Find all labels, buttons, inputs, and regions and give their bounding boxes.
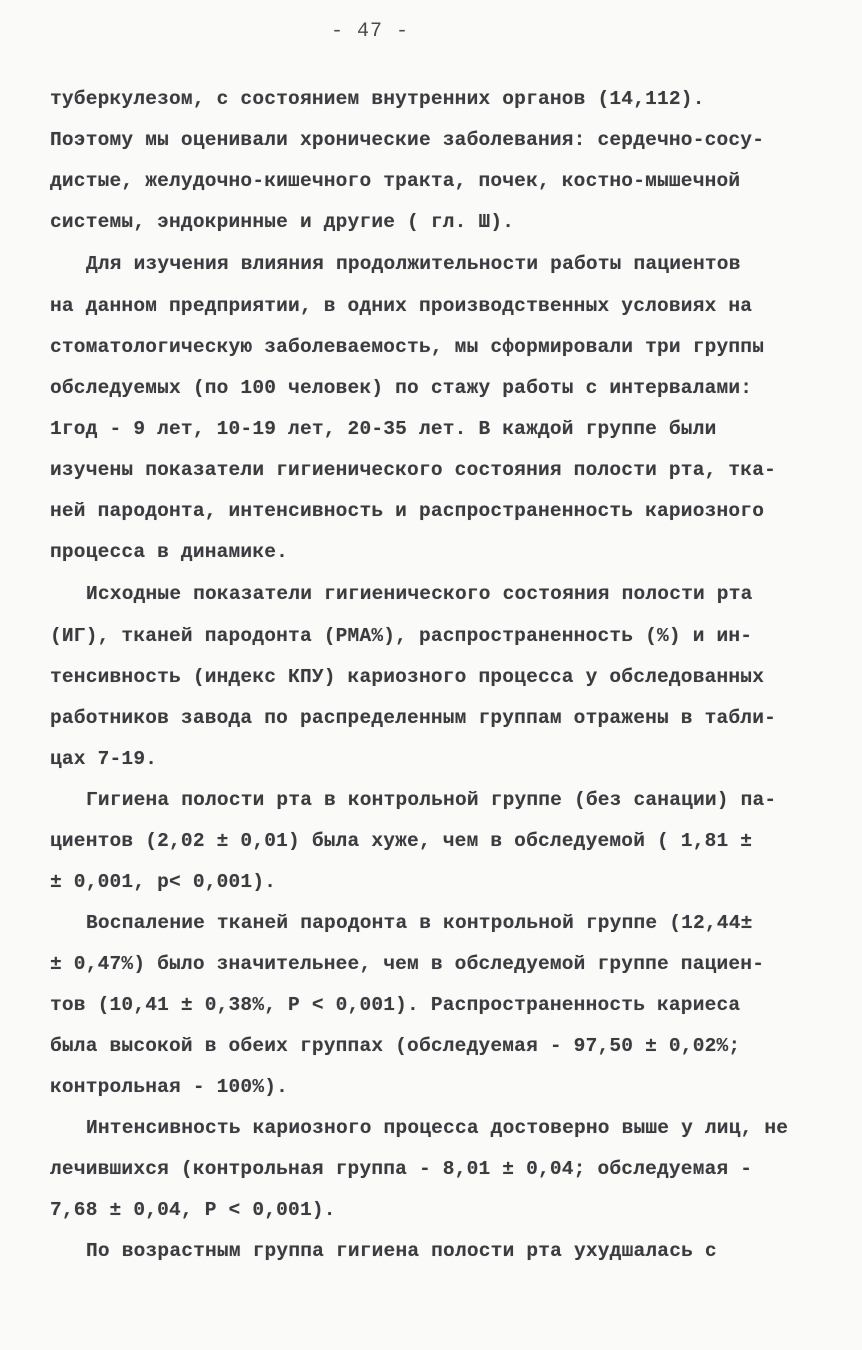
text-line: контрольная - 100%).: [50, 1076, 289, 1098]
text-line: ± 0,001, р< 0,001).: [50, 871, 277, 893]
text-line: была высокой в обеих группах (обследуемая - 97,50 ± 0,02%;: [50, 1035, 741, 1057]
text-line: 1год - 9 лет, 10-19 лет, 20-35 лет. В каждой группе были: [50, 418, 717, 440]
text-line: Для изучения влияния продолжительности работы пациентов: [86, 253, 741, 275]
text-line: (ИГ), тканей пародонта (РМА%), распространенность (%) и ин-: [50, 625, 753, 647]
page-number: - 47 -: [330, 20, 409, 43]
text-line: обследуемых (по 100 человек) по стажу работы с интервалами:: [50, 377, 753, 399]
text-line: туберкулезом, с состоянием внутренних органов (14,112).: [50, 88, 705, 110]
text-line: на данном предприятии, в одних производственных условиях на: [50, 295, 753, 317]
text-line: тов (10,41 ± 0,38%, Р < 0,001). Распространенность кариеса: [50, 994, 741, 1016]
text-line: стоматологическую заболеваемость, мы сформировали три группы: [50, 336, 765, 358]
text-line: Воспаление тканей пародонта в контрольной группе (12,44±: [86, 912, 753, 934]
text-line: ± 0,47%) было значительнее, чем в обследуемой группе пациен-: [50, 953, 765, 975]
text-line: тенсивность (индекс КПУ) кариозного процесса у обследованных: [50, 666, 765, 688]
text-line: циентов (2,02 ± 0,01) была хуже, чем в обследуемой ( 1,81 ±: [50, 830, 753, 852]
text-line: работников завода по распределенным группам отражены в табли-: [50, 707, 777, 729]
text-line: Поэтому мы оценивали хронические заболевания: сердечно-сосу-: [50, 129, 765, 151]
text-line: Интенсивность кариозного процесса достоверно выше у лиц, не: [86, 1117, 789, 1139]
text-line: 7,68 ± 0,04, Р < 0,001).: [50, 1199, 336, 1221]
text-line: лечившихся (контрольная группа - 8,01 ± 0,04; обследуемая -: [50, 1158, 753, 1180]
text-line: Исходные показатели гигиенического состояния полости рта: [86, 583, 753, 605]
text-line: системы, эндокринные и другие ( гл. Ш).: [50, 211, 515, 233]
text-line: ней пародонта, интенсивность и распространенность кариозного: [50, 500, 765, 522]
text-line: изучены показатели гигиенического состояния полости рта, тка-: [50, 459, 777, 481]
text-line: По возрастным группа гигиена полости рта ухудшалась с: [86, 1240, 717, 1262]
text-line: Гигиена полости рта в контрольной группе (без санации) па-: [86, 789, 777, 811]
text-line: цах 7-19.: [50, 748, 158, 770]
text-line: дистые, желудочно-кишечного тракта, почек, костно-мышечной: [50, 170, 741, 192]
text-line: процесса в динамике.: [50, 541, 289, 563]
